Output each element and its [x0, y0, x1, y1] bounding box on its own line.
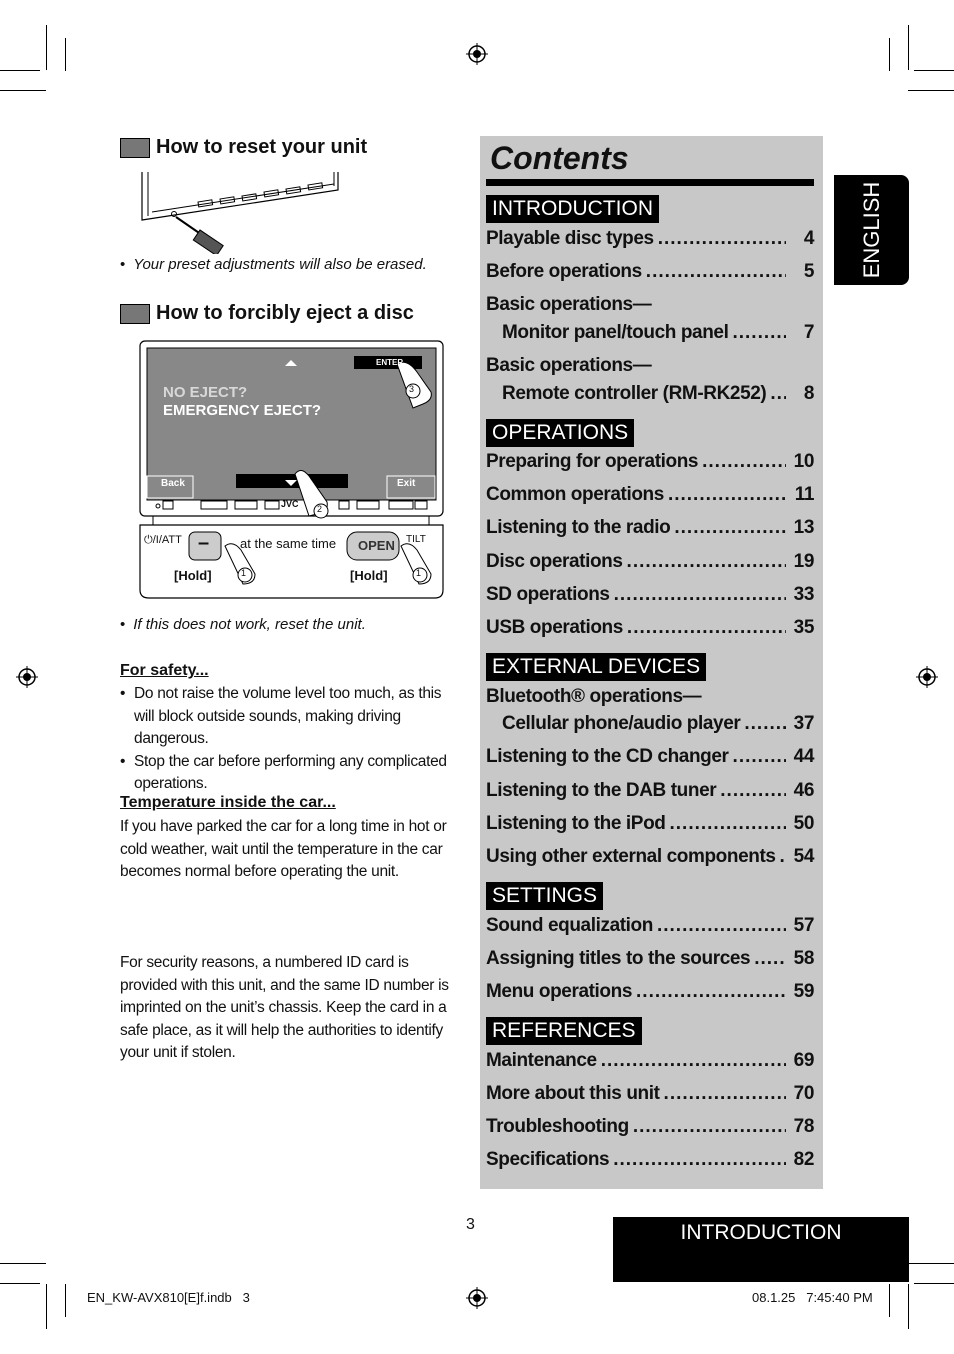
eject-note: • If this does not work, reset the unit.: [120, 616, 366, 633]
category-external-devices: EXTERNAL DEVICES: [486, 653, 706, 681]
toc-entry[interactable]: Playable disc types ..... 4: [486, 228, 814, 250]
screen-line-no-eject: NO EJECT?: [163, 384, 248, 401]
category-references: REFERENCES: [486, 1017, 642, 1045]
safety-title: For safety...: [120, 662, 209, 679]
step-2-marker: 2: [317, 504, 323, 514]
toc-entry[interactable]: Before operations ..... 5: [486, 261, 814, 283]
language-tab-label: ENGLISH: [858, 181, 884, 279]
toc-entry[interactable]: Sound equalization ..... 57: [486, 915, 814, 937]
exit-button[interactable]: Exit: [397, 478, 416, 489]
section-marker-icon: [120, 304, 150, 324]
toc-entry[interactable]: Basic operations— Monitor panel/touch panel ..... 7: [486, 294, 814, 344]
toc-entry[interactable]: USB operations ..... 35: [486, 617, 814, 639]
list-item: • Do not raise the volume level too much, as this will block outside sounds, making driving dangerous.: [120, 683, 460, 751]
section-tab-label: INTRODUCTION: [680, 1221, 842, 1244]
step-1-marker-right: 1: [416, 568, 422, 578]
eject-heading-text: How to forcibly eject a disc: [156, 302, 414, 324]
open-button[interactable]: OPEN: [358, 538, 395, 553]
step-1-marker-left: 1: [241, 568, 247, 578]
toc-entry[interactable]: Maintenance ..... 69: [486, 1050, 814, 1072]
eject-illustration: [139, 340, 445, 602]
toc-entry[interactable]: SD operations ..... 33: [486, 584, 814, 606]
eject-note-text: If this does not work, reset the unit.: [133, 616, 366, 633]
toc-entry[interactable]: Basic operations— Remote controller (RM-RK252) ..... 8: [486, 355, 814, 405]
tilt-label: TILT: [406, 534, 426, 545]
reset-heading: [120, 136, 367, 159]
toc-entry[interactable]: Common operations ..... 11: [486, 484, 814, 506]
category-operations: OPERATIONS: [486, 419, 634, 447]
back-button[interactable]: Back: [161, 478, 185, 489]
section-marker-icon: [120, 138, 150, 158]
toc-entry[interactable]: Listening to the CD changer ..... 44: [486, 746, 814, 768]
page-number: 3: [466, 1216, 475, 1233]
toc-entry[interactable]: Disc operations ..... 19: [486, 551, 814, 573]
toc-entry[interactable]: More about this unit ..... 70: [486, 1083, 814, 1105]
same-time-label: at the same time: [240, 536, 337, 551]
category-settings: SETTINGS: [486, 882, 603, 910]
safety-list: [120, 683, 460, 796]
category-introduction: INTRODUCTION: [486, 195, 659, 223]
language-tab: [834, 175, 909, 285]
toc-entry[interactable]: Menu operations ..... 59: [486, 981, 814, 1003]
footer-file-name: EN_KW-AVX810[E]f.indb 3: [87, 1290, 250, 1305]
registration-mark-icon: [16, 666, 38, 688]
title-rule: [486, 179, 814, 186]
temperature-text: If you have parked the car for a long time in hot or cold weather, wait until the temperature in the car becomes normal before operating the unit.: [120, 818, 447, 880]
toc-entry[interactable]: Listening to the radio ..... 13: [486, 517, 814, 539]
reset-note-text: Your preset adjustments will also be erased.: [133, 256, 427, 273]
reset-note: • Your preset adjustments will also be erased.: [120, 256, 427, 273]
step-3-marker: 3: [409, 384, 415, 394]
toc-entry[interactable]: Bluetooth® operations— Cellular phone/audio player ..... 37: [486, 686, 814, 735]
minus-button[interactable]: –: [198, 532, 210, 554]
brand-logo: JVC: [281, 499, 299, 509]
list-item: • Stop the car before performing any complicated operations.: [120, 751, 460, 796]
registration-mark-icon: [466, 43, 488, 65]
toc-entry[interactable]: Using other external components ..... 54: [486, 846, 814, 868]
footer-timestamp: 08.1.25 7:45:40 PM: [752, 1290, 873, 1305]
contents-panel: [480, 136, 823, 1189]
toc-entry[interactable]: Assigning titles to the sources ..... 58: [486, 948, 814, 970]
toc-entry[interactable]: Troubleshooting ..... 78: [486, 1116, 814, 1138]
registration-mark-icon: [466, 1287, 488, 1309]
enter-button[interactable]: ENTER: [376, 358, 404, 367]
toc-entry[interactable]: Listening to the iPod ..... 50: [486, 813, 814, 835]
reset-illustration: [138, 172, 343, 254]
registration-mark-icon: [916, 666, 938, 688]
screen-line-emergency-eject[interactable]: EMERGENCY EJECT?: [163, 402, 322, 419]
hold-label-left: [Hold]: [174, 568, 212, 583]
reset-heading-text: How to reset your unit: [156, 136, 368, 158]
section-tab: [613, 1217, 909, 1282]
toc-entry[interactable]: Listening to the DAB tuner ..... 46: [486, 780, 814, 802]
att-button-label: ⏻/I/ATT: [144, 534, 182, 546]
contents-title: Contents: [490, 140, 629, 176]
hold-label-right: [Hold]: [350, 568, 388, 583]
temperature-title: Temperature inside the car...: [120, 794, 336, 811]
security-text: For security reasons, a numbered ID card is provided with this unit, and the same ID number is imprinted on the unit’s chassis. Keep the card in a safe place, as it will help the authorities to identify your unit if stolen.: [120, 954, 449, 1061]
eject-heading: [120, 302, 414, 325]
toc-entry[interactable]: Specifications ..... 82: [486, 1149, 814, 1171]
toc-entry[interactable]: Preparing for operations ..... 10: [486, 451, 814, 473]
